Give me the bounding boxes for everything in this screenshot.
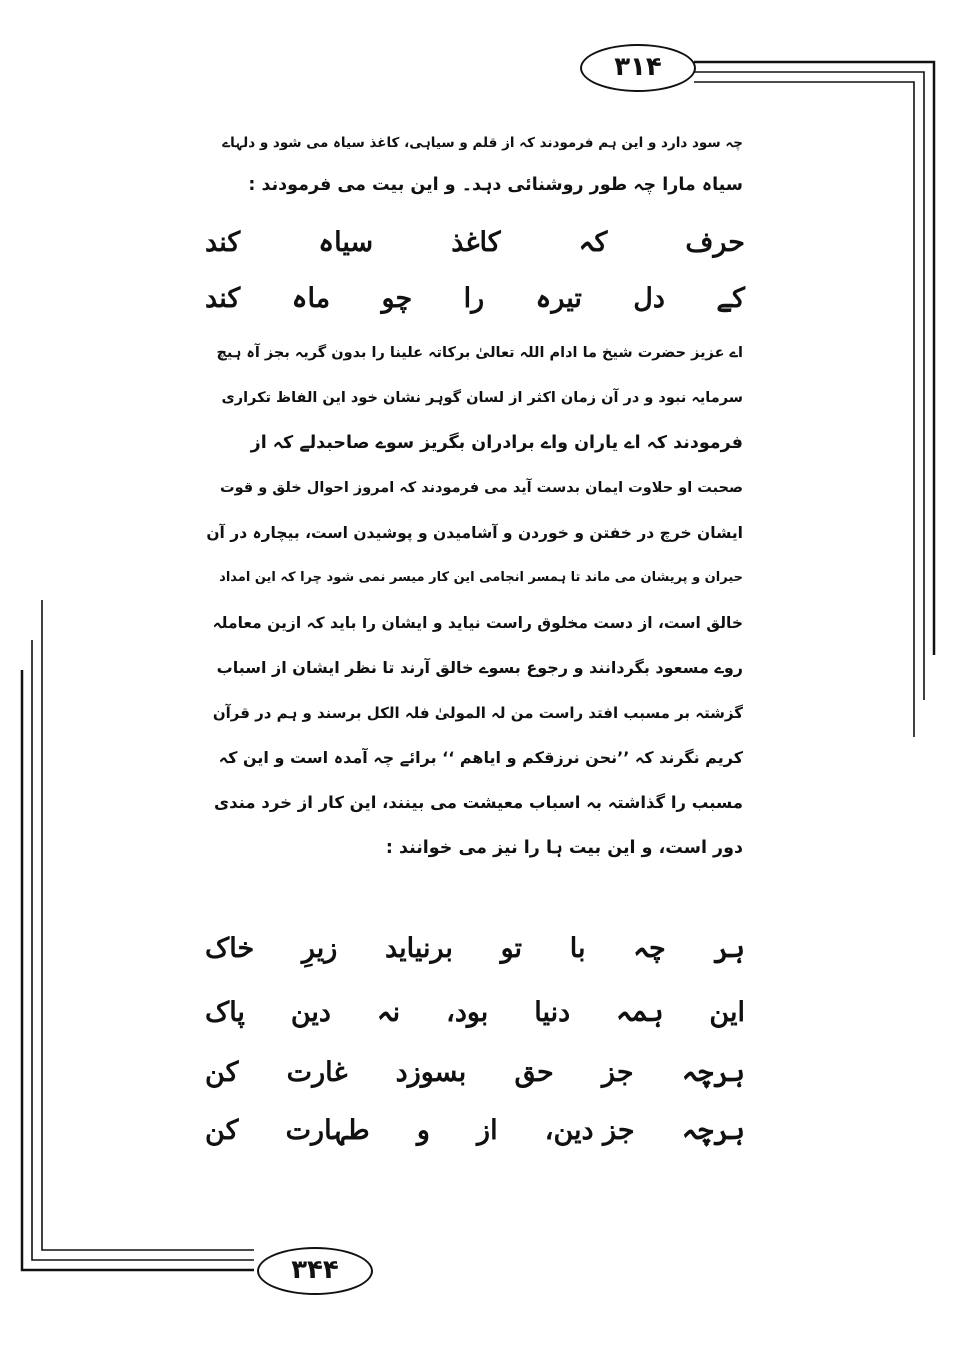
verse-word: سیاہ [318, 226, 374, 258]
verse-word: تیرہ [535, 282, 582, 314]
verse-line [205, 268, 745, 328]
text-line: کریم نگرند کہ ’’نحن نرزقکم و ایاھم ‘‘ برائے چہ آمدہ است و این کہ [218, 748, 743, 767]
text-line: ایشان خرچ در خفتن و خوردن و آشامیدن و پوشیدن است، بیچارہ در آن [206, 524, 743, 542]
verse-line [205, 918, 745, 978]
verse-word: کند [205, 282, 241, 314]
verse-word: برنیاید [384, 932, 453, 964]
verse-word: از [477, 1114, 498, 1146]
verse-word: دین [290, 996, 331, 1028]
verse-word: طہارت [285, 1114, 370, 1146]
verse-word: چو [381, 282, 413, 314]
verse-line [205, 212, 745, 272]
page-number-top: ۳۱۴ [580, 44, 696, 92]
verse-word: چہ [633, 932, 666, 964]
verse-word: ہرچہ [681, 1056, 745, 1088]
verse-word: بسوزد [395, 1056, 467, 1088]
text-line: مسبب را گذاشتہ بہ اسباب معیشت می بینند، این کار از خرد مندی [214, 793, 743, 812]
verse-word: کن [205, 1114, 239, 1146]
verse-word: دل [633, 282, 665, 314]
verse-word: جز [601, 1056, 634, 1088]
verse-word: خاک [205, 932, 255, 964]
verse-word: با [569, 932, 586, 964]
text-line: روے مسعود بگردانند و رجوع بسوے خالق آرند تا نظر ایشان از اسباب [216, 658, 743, 677]
verse-word: کاغذ [451, 226, 501, 258]
verse-word: تو [500, 932, 523, 964]
text-line: فرمودند کہ اے یاران واے برادران بگریز سوے صاحبدلے کہ از [250, 433, 743, 453]
text-line: گزشتہ بر مسبب افتد راست من لہ المولیٰ فلہ الکل برسند و ہم در قرآن [212, 704, 743, 722]
verse-word: غارت [286, 1056, 348, 1088]
verse-word: بود، [446, 996, 489, 1028]
verse-word: ہر [713, 932, 745, 964]
verse-word: ہمہ [616, 996, 664, 1028]
verse-word: را [463, 282, 485, 314]
verse-word: کے [716, 282, 745, 314]
page-number-bottom: ۳۴۴ [257, 1247, 373, 1295]
verse-word: کند [205, 226, 241, 258]
verse-word: دنیا [534, 996, 571, 1028]
verse-word: این [709, 996, 745, 1028]
verse-word: کن [205, 1056, 239, 1088]
text-line: سیاہ مارا چہ طور روشنائی دہد۔ و این بیت می فرمودند : [248, 175, 743, 195]
verse-word: جز دین، [544, 1114, 635, 1146]
verse-line [205, 1100, 745, 1160]
text-line: صحبت او حلاوت ایمان بدست آید می فرمودند کہ امروز احوال خلق و قوت [220, 480, 743, 496]
verse-word: حق [514, 1056, 554, 1088]
text-line: سرمایہ نبود و در آن زمان اکثر از لسان گوہر نشان خود این الفاظ تکراری [221, 390, 743, 406]
text-line: خالق است، از دست مخلوق راست نیاید و ایشان را باید کہ ازین معاملہ [212, 614, 743, 632]
verse-word: حرف [685, 226, 745, 258]
verse-word: زیرِ [301, 932, 338, 964]
verse-word: نہ [376, 996, 401, 1028]
verse-line [205, 982, 745, 1042]
verse-word: کہ [578, 226, 608, 258]
text-line: دور است، و این بیت ہا را نیز می خوانند : [385, 838, 743, 858]
text-line: چہ سود دارد و این ہم فرمودند کہ از قلم و سیاہی، کاغذ سیاہ می شود و دلہاے [222, 135, 743, 151]
verse-word: ماہ [291, 282, 331, 314]
verse-word: ہرچہ [681, 1114, 745, 1146]
verse-word: پاک [205, 996, 245, 1028]
verse-line [205, 1042, 745, 1102]
text-line: حیران و پریشان می ماند تا ہمسر انجامی این کار میسر نمی شود چرا کہ این امداد [219, 570, 743, 585]
verse-word: و [416, 1114, 430, 1146]
text-line: اے عزیز حضرت شیخ ما ادام اللہ تعالیٰ برکاتہ علینا را بدون گریہ بجز آہ ہیچ [216, 345, 743, 361]
